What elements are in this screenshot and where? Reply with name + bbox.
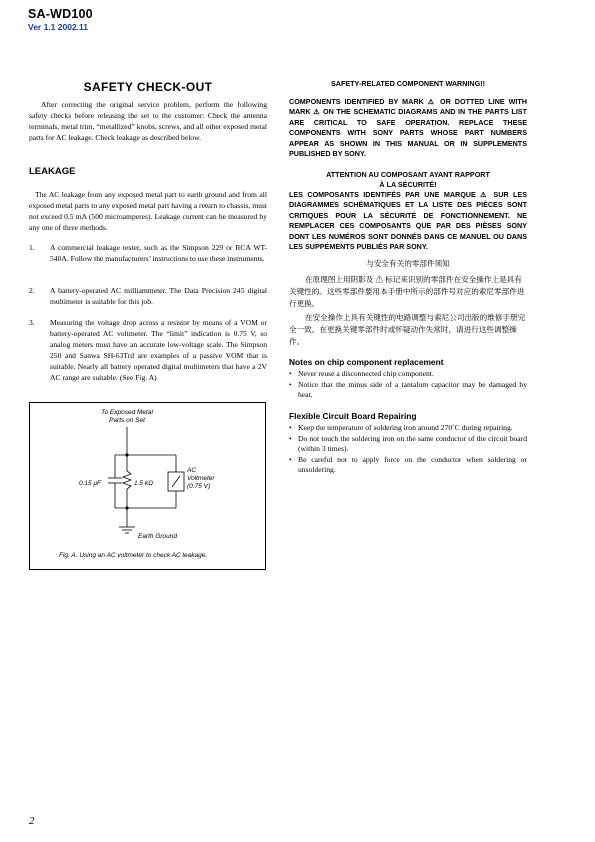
- warning-french-title: [289, 170, 527, 191]
- voltmeter-needle: [172, 476, 180, 487]
- chinese-paragraph-1: 在原理图上用阴影及 ⚠ 标记来识别的零部件在安全操作上是具有关键性的。这些零部件要用本手册中所示的部件号对应的索尼零部件进行更换。: [289, 275, 525, 309]
- voltmeter-label-line-3: (0.75 V): [187, 483, 211, 490]
- junction-dot-top: [125, 453, 128, 456]
- method-number: 3.: [29, 318, 35, 327]
- chip-notes-heading: Notes on chip component replacement: [289, 357, 444, 367]
- flex-board-heading: Flexible Circuit Board Repairing: [289, 411, 417, 421]
- list-item: [289, 423, 527, 434]
- leakage-heading: LEAKAGE: [29, 166, 76, 177]
- safety-checkout-title: SAFETY CHECK-OUT: [83, 80, 213, 94]
- method-item-3: [29, 318, 267, 383]
- model-name: SA-WD100: [28, 7, 93, 21]
- method-text: Measuring the voltage drop across a resistor by means of a VOM or battery-operated AC voltmeter. The “limit” indication is 0.75 V, so analog meters must have an accurate low-voltage scale. The Simpson 250 and Sanwa SH-63Trd are examples of a passive VOM that is suitable. Nearly all battery operated digital multimeters that have a 2V AC range are suitable. (See Fig. A): [50, 318, 267, 382]
- capacitor-label: 0.15 μF: [79, 480, 101, 487]
- chip-notes-list: [289, 369, 527, 401]
- method-item-1: [29, 243, 267, 265]
- list-item: [289, 369, 527, 380]
- method-text: A battery-operated AC milliammeter. The Data Precision 245 digital multimeter is suitable for this job.: [50, 286, 267, 306]
- version-label: Ver 1.1 2002.11: [28, 22, 89, 32]
- bullet: •: [289, 423, 292, 432]
- warning-french-title-line-2: À LA SÉCURITÉ!: [379, 180, 437, 190]
- warning-title: SAFETY-RELATED COMPONENT WARNING!!: [331, 79, 485, 88]
- figure-top-label-line-1: To Exposed Metal: [101, 409, 153, 416]
- method-text: A commercial leakage tester, such as the Simpson 229 or RCA WT-540A. Follow the manufacturers’ instructions to use these instruments.: [50, 243, 267, 263]
- warning-english: COMPONENTS IDENTIFIED BY MARK ⚠ OR DOTTED LINE WITH MARK ⚠ ON THE SCHEMATIC DIAGRAMS AND IN THE PARTS LIST ARE CRITICAL TO SAFE OPERATION. REPLACE THESE COMPONENTS WITH SONY PARTS WHOSE PART NUMBERS APPEAR AS SHOWN IN THIS MANUAL OR IN SUPPLEMENTS PUBLISHED BY SONY.: [289, 97, 527, 159]
- voltmeter-label: [187, 467, 215, 491]
- bullet: •: [289, 433, 292, 443]
- method-item-2: [29, 286, 267, 308]
- bullet: •: [289, 369, 292, 378]
- voltmeter-label-line-1: AC: [187, 467, 197, 474]
- junction-dot-bottom: [125, 506, 128, 509]
- method-number: 1.: [29, 243, 35, 252]
- intro-paragraph: After correcting the original service problem, perform the following safety checks before releasing the set to the customer: Check the antenna terminals, metal trim, “metallized” knobs, screws, and all other exposed metal parts for AC leakage. Check leakage as described below.: [29, 100, 267, 142]
- figure-a: [29, 402, 266, 570]
- list-item-text: Never reuse a disconnected chip component.: [298, 369, 434, 378]
- resistor-zigzag: [123, 471, 131, 489]
- list-item: [289, 380, 527, 401]
- list-item-text: Notice that the minus side of a tantalum capacitor may be damaged by heat.: [298, 379, 527, 400]
- chinese-paragraph-2: 在安全操作上具有关键性的电路调整与索尼公司出版的维修手册完全一致。在更换关键零部件时或怀疑动作失常时，请进行这些调整操作。: [289, 313, 526, 347]
- warning-french-title-line-1: ATTENTION AU COMPOSANT AYANT RAPPORT: [326, 170, 490, 179]
- list-item-text: Do not touch the soldering iron on the same conductor of the circuit board (within 3 times).: [298, 433, 527, 454]
- resistor-label: 1.5 kΩ: [134, 480, 154, 487]
- flex-board-list: [289, 423, 527, 476]
- earth-ground-label: Earth Ground: [138, 533, 178, 540]
- list-item-text: Keep the temperature of soldering iron around 270˚C during repairing.: [298, 423, 513, 432]
- leakage-paragraph: The AC leakage from any exposed metal part to earth ground and from all exposed metal parts to any exposed metal part having a return to chassis, must not exceed 0.5 mA (500 microamperes). Leakage current can be measured by any one of three methods.: [29, 190, 267, 232]
- figure-caption: Fig. A. Using an AC voltmeter to check AC leakage.: [59, 552, 208, 559]
- page-number: 2: [29, 815, 35, 827]
- list-item-text: Be careful not to apply force on the conductor when soldering or unsoldering.: [298, 454, 527, 475]
- bullet: •: [289, 454, 292, 464]
- bullet: •: [289, 379, 292, 389]
- list-item: [289, 434, 527, 455]
- chinese-title: 与安全有关的零部件须知: [366, 259, 450, 268]
- list-item: [289, 455, 527, 476]
- figure-top-label-line-2: Parts on Set: [109, 417, 145, 424]
- warning-french: LES COMPOSANTS IDENTIFÉS PAR UNE MARQUE ⚠ SUR LES DIAGRAMMES SCHÉMATIQUES ET LA LISTE DES PIÈCES SONT CRITIQUES POUR LA SÉCURITÉ DE FONCTIONNEMENT. NE REMPLACER CES COMPOSANTS QUE PAR DES PIÈSES SONY DONT LES NUMÉROS SONT DONNÉS DANS CE MANUEL OU DANS LES SUPPÉMENTS PUBLIÉS PAR SONY.: [289, 190, 527, 252]
- method-number: 2.: [29, 286, 35, 295]
- voltmeter-label-line-2: Voltmeter: [187, 475, 215, 482]
